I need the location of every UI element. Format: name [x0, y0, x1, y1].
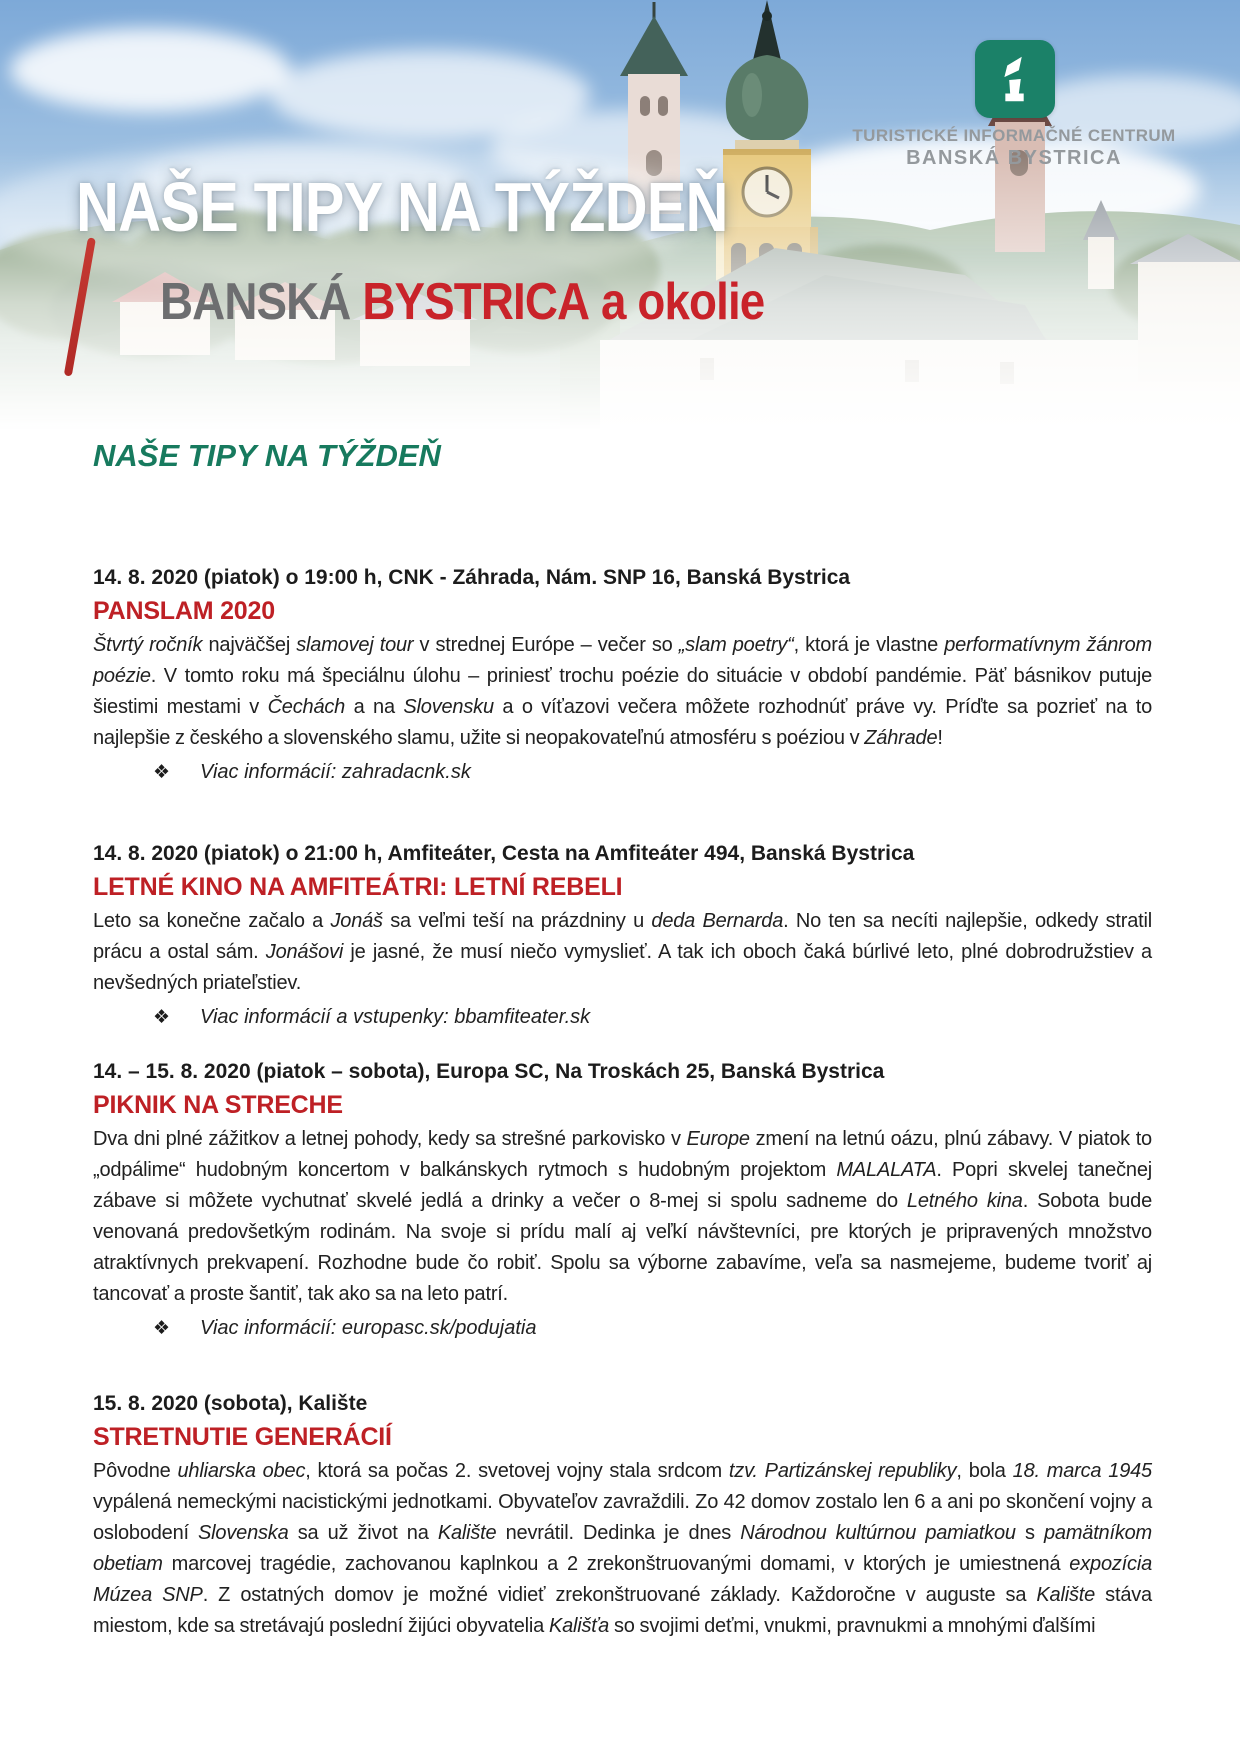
event-body: Pôvodne uhliarska obec, ktorá sa počas 2. svetovej vojny stala srdcom tzv. Partizánskej republiky, bola 18. marca 1945 vypálená nemeckými nacistickými jednotkami. Obyvateľov zavraždili. Zo 42 domov zostalo len 6 a ani po skončení vojny a oslobodení Slovenska sa už život na Kalište nevrátil. Dedinka je dnes Národnou kultúrnou pamiatkou s pamätníkom obetiam marcovej tragédie, zachovanou kaplnkou a 2 zrekonštruovanými domami, v ktorých je umiestnená expozícia Múzea SNP. Z ostatných domov je možné vidieť zrekonštruované základy. Každoročne v auguste sa Kalište stáva miestom, kde sa stretávajú poslední žijúci obyvatelia Kališťa so svojimi deťmi, vnukmi, pravnukmi a mnohými ďalšími	[93, 1460, 1153, 1637]
brand-suffix: a okolie	[589, 273, 765, 331]
diamond-bullet-icon: ❖	[153, 1318, 171, 1339]
event-title: STRETNUTIE GENERÁCIÍ	[93, 1423, 392, 1451]
event-title: PIKNIK NA STRECHE	[93, 1091, 343, 1119]
page-heading: NAŠE TIPY NA TÝŽDEŇ	[93, 438, 441, 473]
event-datetime: 14. 8. 2020 (piatok) o 19:00 h, CNK - Záhrada, Nám. SNP 16, Banská Bystrica	[93, 566, 851, 589]
event-title: LETNÉ KINO NA AMFITEÁTRI: LETNÍ REBELI	[93, 873, 623, 901]
more-info-text: Viac informácií a vstupenky: bbamfiteater.sk	[200, 1006, 591, 1028]
event-block-piknik	[93, 1056, 1152, 1345]
brand-banska: BANSKÁ	[160, 273, 351, 331]
event-body: Dva dni plné zážitkov a letnej pohody, kedy sa strešné parkovisko v Europe zmení na letnú oázu, plnú zábavy. V piatok to „odpálime“ hudobným koncertom v balkánskych rytmoch s hudobným projektom MALALATA. Popri skvelej tanečnej zábave si môžete vychutnať skvelé jedlá a drinky a večer o 8-mej si spolu sadneme do Letného kina. Sobota bude venovaná predovšetkým rodinám. Na svoje si prídu malí aj veľkí návštevníci, pre ktorých je pripravených množstvo atraktívnych prekvapení. Rozhodne bude čo robiť. Spolu sa výborne zabavíme, veľa sa nasmejeme, budeme tvoriť aj tancovať a proste šantiť, tak ako sa na leto patrí.	[93, 1128, 1152, 1305]
more-info-line	[93, 1312, 1152, 1345]
tic-logo	[975, 40, 1055, 118]
event-title: PANSLAM 2020	[93, 597, 275, 625]
banner	[0, 0, 1240, 430]
event-body: Leto sa konečne začalo a Jonáš sa veľmi teší na prázdniny u deda Bernarda. No ten sa necíti najlepšie, odkedy stratil prácu a ostal sám. Jonášovi je jasné, že musí niečo vymyslieť. A tak ich oboch čaká búrlivé leto, plné dobrodružstiev a nevšedných priateľstiev.	[93, 910, 1152, 994]
tic-caption	[846, 126, 1182, 170]
more-info-text: Viac informácií: zahradacnk.sk	[200, 761, 471, 783]
more-info-line	[93, 756, 1152, 789]
info-icon	[992, 50, 1038, 108]
tic-caption-line2: BANSKÁ BYSTRICA	[906, 147, 1122, 169]
more-info-text: Viac informácií: europasc.sk/podujatia	[200, 1317, 537, 1339]
brand-line	[160, 273, 765, 331]
event-datetime: 14. – 15. 8. 2020 (piatok – sobota), Europa SC, Na Troskách 25, Banská Bystrica	[93, 1060, 885, 1083]
diamond-bullet-icon: ❖	[153, 1007, 171, 1028]
event-datetime: 14. 8. 2020 (piatok) o 21:00 h, Amfiteáter, Cesta na Amfiteáter 494, Banská Bystrica	[93, 842, 915, 865]
brand-bystrica: BYSTRICA	[362, 273, 590, 331]
tic-caption-line1: TURISTICKÉ INFORMAČNÉ CENTRUM	[852, 126, 1176, 145]
event-datetime: 15. 8. 2020 (sobota), Kalište	[93, 1392, 368, 1415]
event-body: Štvrtý ročník najväčšej slamovej tour v strednej Európe – večer so „slam poetry“, ktorá je vlastne performatívnym žánrom poézie. V tomto roku má špeciálnu úlohu – priniesť trochu poézie do situácie v období pandémie. Päť básnikov putuje šiestimi mestami v Čechách a na Slovensku a o víťazovi večera môžete rozhodnúť práve vy. Príďte sa pozrieť na to najlepšie z českého a slovenského slamu, užite si neopakovateľnú atmosféru s poéziou v Záhrade!	[93, 634, 1153, 749]
event-block-panslam	[93, 562, 1152, 789]
event-block-stretnutie	[93, 1388, 1152, 1642]
more-info-line	[93, 1001, 1152, 1034]
event-block-letne-kino	[93, 838, 1152, 1034]
diamond-bullet-icon: ❖	[153, 762, 171, 783]
banner-title: NAŠE TIPY NA TÝŽDEŇ	[76, 168, 728, 246]
